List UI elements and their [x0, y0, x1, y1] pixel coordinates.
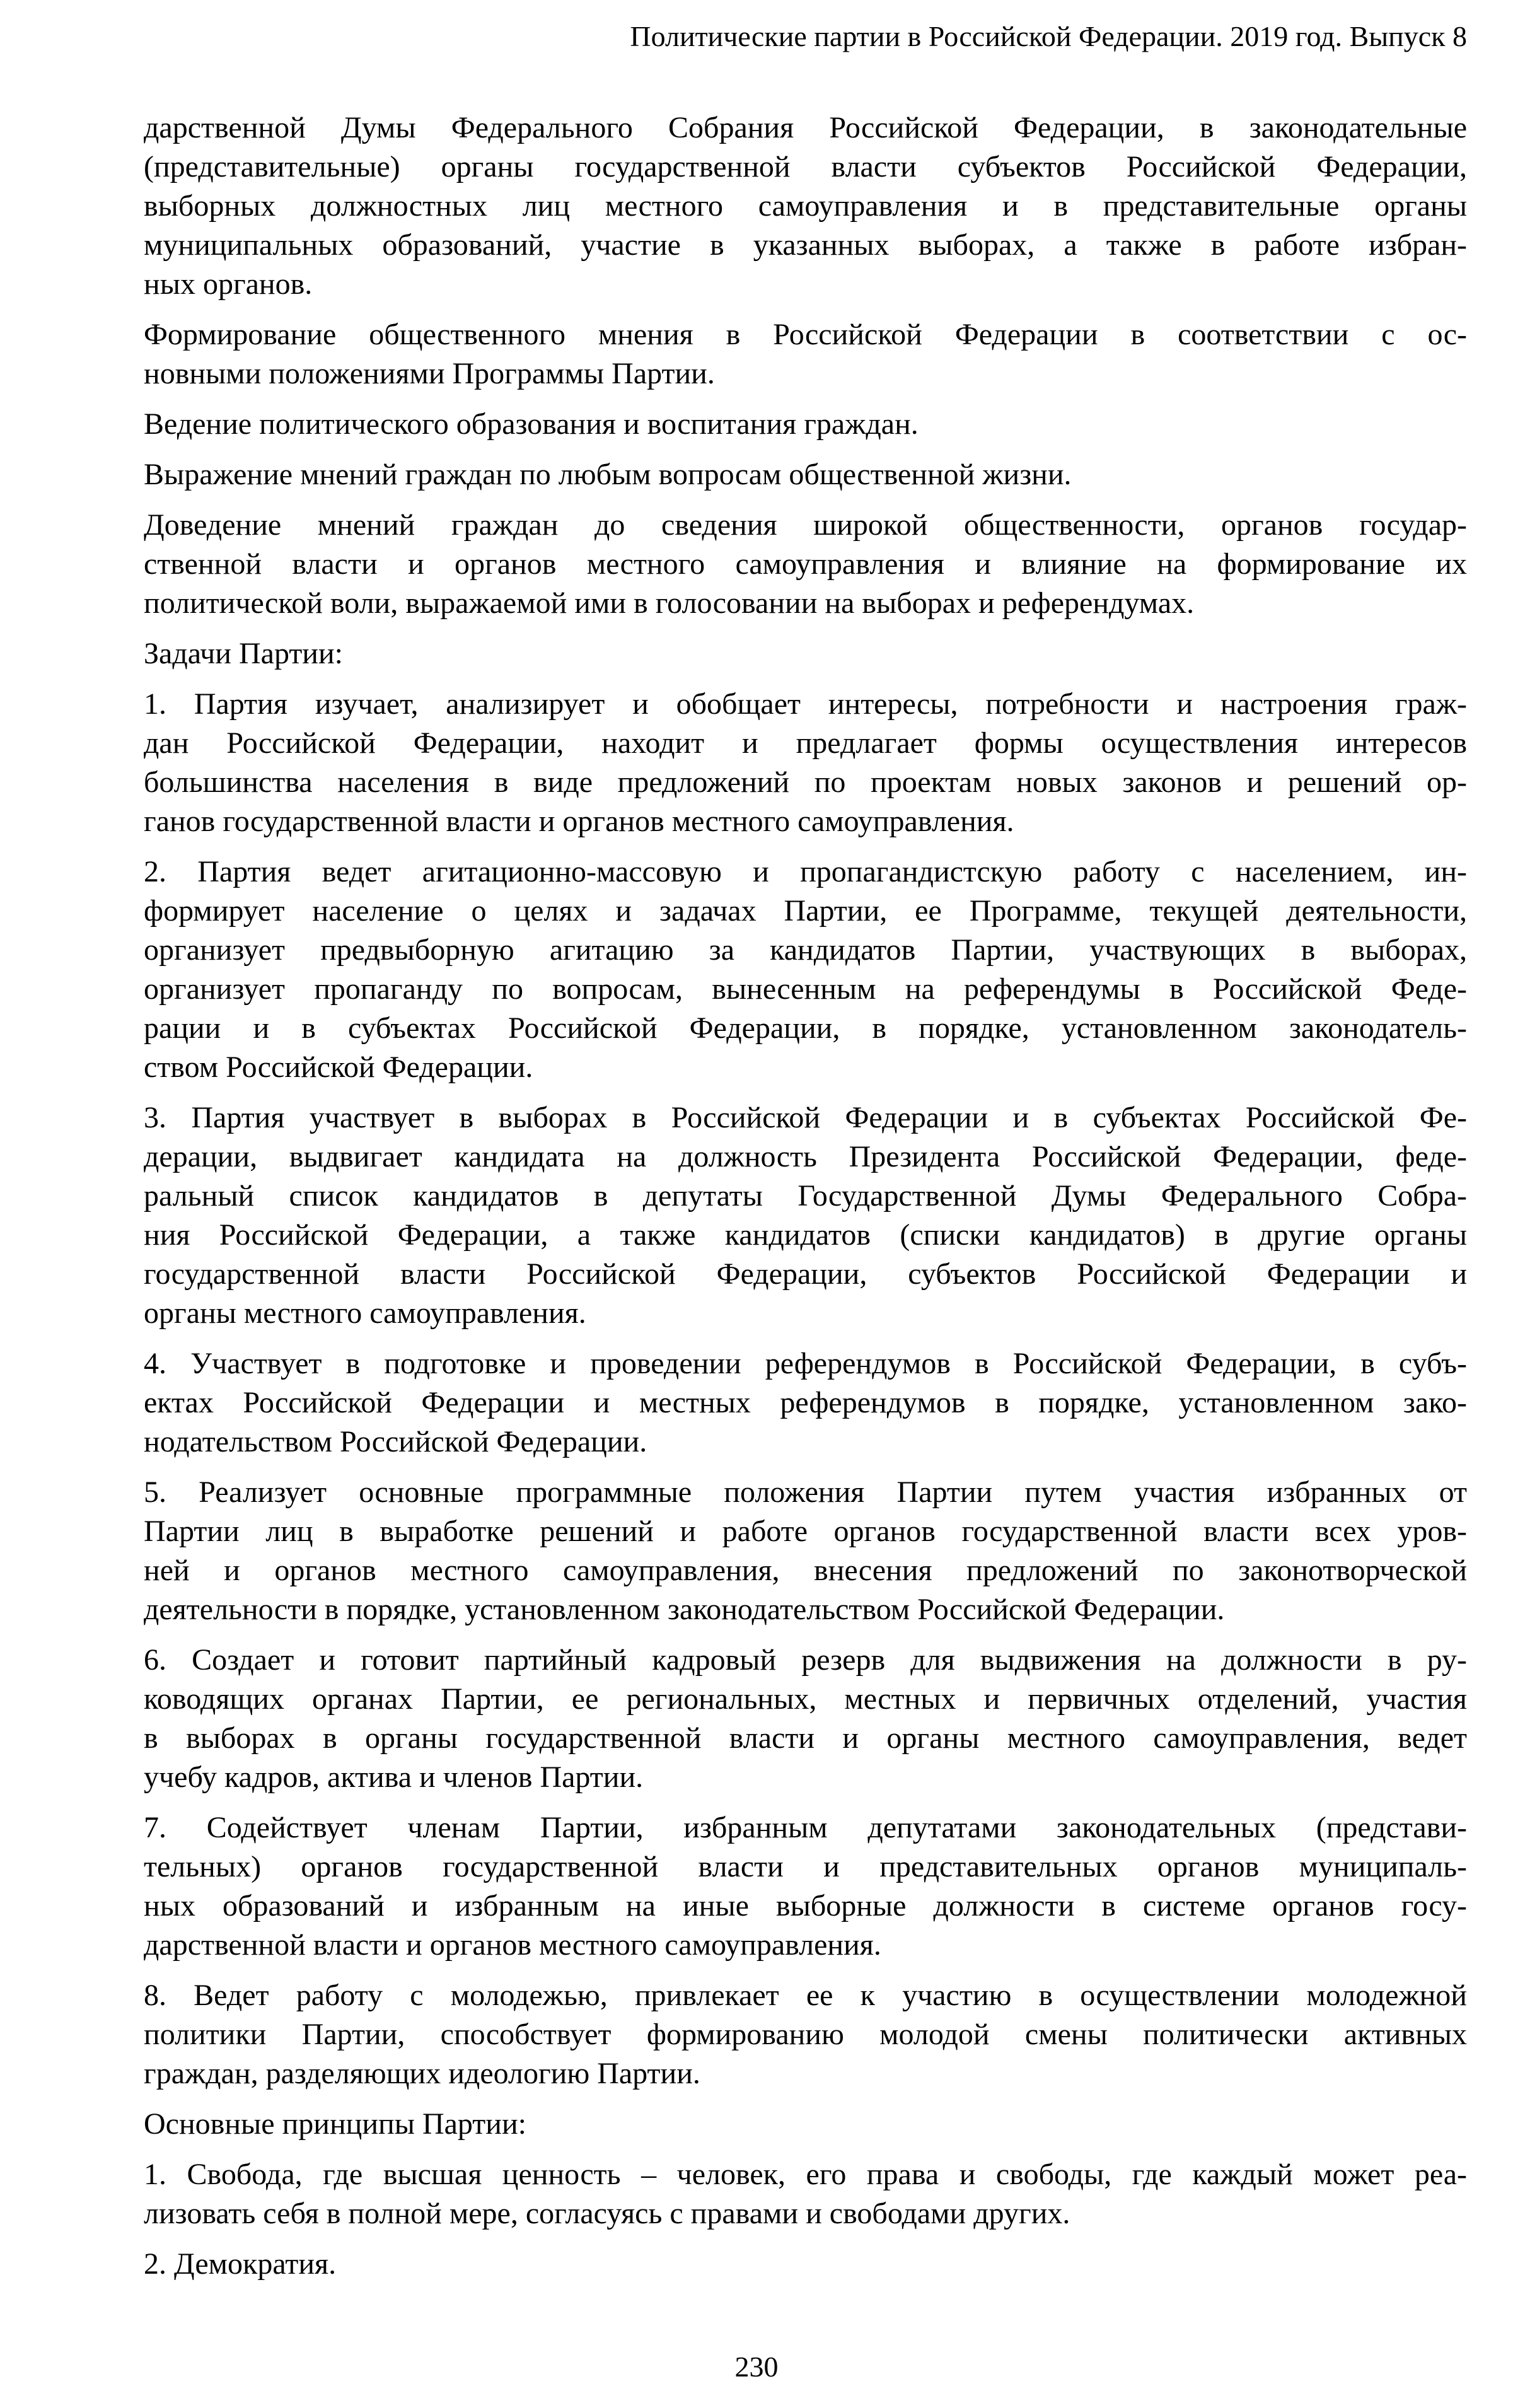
text-line: 8. Ведет работу с молодежью, привлекает ее к участию в осуществлении молодежной — [144, 1979, 1467, 2012]
text-line: ния Российской Федерации, а также кандидатов (списки кандидатов) в другие органы — [144, 1218, 1467, 1252]
text-line: ней и органов местного самоуправления, внесения предложений по законотворческой — [144, 1554, 1467, 1587]
text-line: 5. Реализует основные программные положения Партии путем участия избранных от — [144, 1475, 1467, 1509]
text-line: 4. Участвует в подготовке и проведении референдумов в Российской Федерации, в субъ- — [144, 1347, 1467, 1380]
text-line: ных органов. — [144, 267, 313, 301]
text-line: ганов государственной власти и органов местного самоуправления. — [144, 805, 1014, 838]
paragraph — [144, 405, 1467, 444]
body-text — [144, 108, 1467, 2284]
text-line: ственной власти и органов местного самоуправления и влияние на формирование их — [144, 547, 1467, 581]
paragraph — [144, 1473, 1467, 1629]
text-line: Доведение мнений граждан до сведения широкой общественности, органов государ- — [144, 508, 1467, 542]
paragraph — [144, 2155, 1467, 2233]
text-line: новными положениями Программы Партии. — [144, 357, 715, 390]
text-line: дарственной Думы Федерального Собрания Российской Федерации, в законодательные — [144, 111, 1467, 144]
text-line: государственной власти Российской Федерации, субъектов Российской Федерации и — [144, 1257, 1467, 1291]
text-line: ральный список кандидатов в депутаты Государственной Думы Федерального Собра- — [144, 1179, 1467, 1213]
paragraph — [144, 506, 1467, 623]
text-line: формирует население о целях и задачах Партии, ее Программе, текущей деятельности, — [144, 894, 1467, 928]
text-line: учебу кадров, актива и членов Партии. — [144, 1760, 644, 1794]
text-line: Формирование общественного мнения в Российской Федерации в соответствии с ос- — [144, 318, 1467, 351]
paragraph — [144, 1808, 1467, 1965]
text-line: нодательством Российской Федерации. — [144, 1425, 647, 1458]
text-line: (представительные) органы государственной власти субъектов Российской Федерации, — [144, 150, 1467, 183]
text-line: 2. Демократия. — [144, 2247, 337, 2281]
paragraph — [144, 2245, 1467, 2284]
paragraph — [144, 1344, 1467, 1462]
text-line: 1. Партия изучает, анализирует и обобщает интересы, потребности и настроения граж- — [144, 687, 1467, 721]
text-line: дарственной власти и органов местного самоуправления. — [144, 1928, 881, 1962]
paragraph — [144, 2105, 1467, 2144]
page-number: 230 — [734, 2351, 779, 2383]
text-line: политической воли, выражаемой ими в голосовании на выборах и референдумах. — [144, 586, 1195, 620]
text-line: граждан, разделяющих идеологию Партии. — [144, 2057, 700, 2090]
text-line: ством Российской Федерации. — [144, 1050, 533, 1084]
text-line: Партии лиц в выработке решений и работе органов государственной власти всех уров- — [144, 1515, 1467, 1548]
text-line: Задачи Партии: — [144, 637, 344, 670]
text-line: 7. Содействует членам Партии, избранным депутатами законодательных (представи- — [144, 1811, 1467, 1844]
text-line: 2. Партия ведет агитационно-массовую и пропагандистскую работу с населением, ин- — [144, 855, 1467, 888]
running-header: Политические партии в Российской Федерации. 2019 год. Выпуск 8 — [630, 20, 1467, 52]
text-line: 1. Свобода, где высшая ценность – человек, его права и свободы, где каждый может реа- — [144, 2158, 1467, 2191]
text-line: дан Российской Федерации, находит и предлагает формы осуществления интересов — [144, 726, 1467, 760]
text-line: организует предвыборную агитацию за кандидатов Партии, участвующих в выборах, — [144, 933, 1467, 967]
text-line: ектах Российской Федерации и местных референдумов в порядке, установленном зако- — [144, 1386, 1467, 1419]
text-line: ных образований и избранным на иные выборные должности в системе органов госу- — [144, 1889, 1467, 1922]
text-line: деятельности в порядке, установленном законодательством Российской Федерации. — [144, 1593, 1225, 1626]
text-line: 6. Создает и готовит партийный кадровый резерв для выдвижения на должности в ру- — [144, 1643, 1467, 1677]
paragraph — [144, 108, 1467, 304]
text-line: Основные принципы Партии: — [144, 2107, 526, 2141]
text-line: Ведение политического образования и воспитания граждан. — [144, 407, 919, 441]
text-line: рации и в субъектах Российской Федерации, в порядке, установленном законодатель- — [144, 1011, 1467, 1045]
paragraph — [144, 634, 1467, 673]
text-line: организует пропаганду по вопросам, вынесенным на референдумы в Российской Феде- — [144, 972, 1467, 1006]
text-line: большинства населения в виде предложений по проектам новых законов и решений ор- — [144, 765, 1467, 799]
text-line: в выборах в органы государственной власти и органы местного самоуправления, ведет — [144, 1721, 1467, 1755]
text-line: лизовать себя в полной мере, согласуясь с правами и свободами других. — [144, 2197, 1070, 2230]
paragraph — [144, 1098, 1467, 1333]
paragraph — [144, 1641, 1467, 1797]
paragraph — [144, 455, 1467, 494]
text-line: 3. Партия участвует в выборах в Российской Федерации и в субъектах Российской Фе- — [144, 1101, 1467, 1134]
text-line: органы местного самоуправления. — [144, 1296, 586, 1330]
text-line: дерации, выдвигает кандидата на должность Президента Российской Федерации, феде- — [144, 1140, 1467, 1173]
text-line: тельных) органов государственной власти и представительных органов муниципаль- — [144, 1850, 1467, 1883]
text-line: ководящих органах Партии, ее региональных, местных и первичных отделений, участия — [144, 1682, 1467, 1716]
paragraph — [144, 685, 1467, 841]
paragraph — [144, 852, 1467, 1087]
paragraph — [144, 315, 1467, 393]
text-line: муниципальных образований, участие в указанных выборах, а также в работе избран- — [144, 228, 1467, 262]
text-line: Выражение мнений граждан по любым вопросам общественной жизни. — [144, 458, 1072, 491]
text-line: выборных должностных лиц местного самоуправления и в представительные органы — [144, 189, 1467, 223]
text-line: политики Партии, способствует формированию молодой смены политически активных — [144, 2018, 1467, 2051]
paragraph — [144, 1976, 1467, 2093]
